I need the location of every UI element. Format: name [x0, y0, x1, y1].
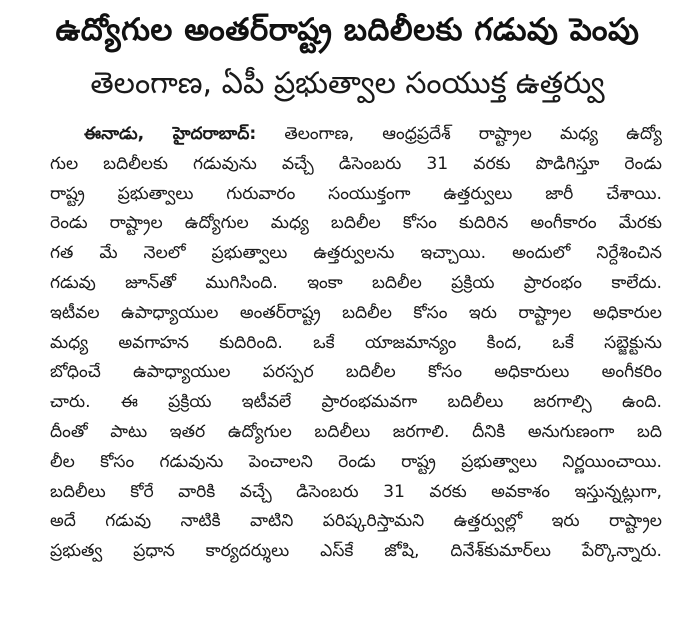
body-line: రాష్ట్ర ప్రభుత్వాలు గురువారం సంయుక్తంగా ఉత్తర్వులు జారీ చేశాయి.: [50, 183, 662, 204]
body-line: గుల బదిలీలకు గడువును వచ్చే డిసెంబరు 31 వరకు పొడిగిస్తూ రెండు: [50, 153, 662, 174]
body-line: బోధించే ఉపాధ్యాయుల పరస్పర బదిలీల కోసం అధికారులు అంగీకరిం: [50, 362, 662, 383]
body-line: ప్రభుత్వ ప్రధాన కార్యదర్శులు ఎస్‌కే జోషి, దినేశ్‌కుమార్‌లు పేర్కొన్నారు.: [50, 541, 662, 562]
body-line: అదే గడువు నాటికి వాటిని పరిష్కరిస్తామని ఉత్తర్వుల్లో ఇరు రాష్ట్రాల: [50, 511, 662, 532]
body-line: ఇటీవల ఉపాధ్యాయుల అంతర్‌రాష్ట్ర బదిలీల కోసం ఇరు రాష్ట్రాల అధికారుల: [50, 302, 662, 323]
dateline: ఈనాడు, హైదరాబాద్‌:: [84, 124, 257, 144]
body-line: చారు. ఈ ప్రక్రియ ఇటీవలే ప్రారంభమవగా బదిలీలు జరగాల్సి ఉంది.: [50, 392, 662, 413]
body-line: బదిలీలు కోరే వారికి వచ్చే డిసెంబరు 31 వరకు అవకాశం ఇస్తున్నట్లుగా,: [50, 481, 662, 502]
subheadline: తెలంగాణ, ఏపీ ప్రభుత్వాల సంయుక్త ఉత్తర్వు: [90, 66, 605, 101]
body-line: [50, 120, 662, 150]
body-line: గడువు జూన్‌తో ముగిసింది. ఇంకా బదిలీల ప్రక్రియ ప్రారంభం కాలేదు.: [50, 272, 662, 293]
body-line: మధ్య అవగాహన కుదిరింది. ఒకే యాజమాన్యం కింద, ఒకే సబ్జెక్టును: [50, 332, 662, 353]
body-line: గత మే నెలలో ప్రభుత్వాలు ఉత్తర్వులను ఇచ్చాయి. అందులో నిర్దేశించిన: [50, 243, 662, 264]
body-line-text: తెలంగాణ, ఆంధ్రప్రదేశ్‌ రాష్ట్రాల మధ్య ఉద్యో: [284, 124, 662, 144]
article-body: [50, 120, 662, 567]
body-line: లీల కోసం గడువును పెంచాలని రెండు రాష్ట్ర ప్రభుత్వాలు నిర్ణయించాయి.: [50, 451, 662, 472]
body-line: రెండు రాష్ట్రాల ఉద్యోగుల మధ్య బదిలీల కోసం కుదిరిన అంగీకారం మేరకు: [50, 213, 662, 234]
body-line: దీంతో పాటు ఇతర ఉద్యోగుల బదిలీలు జరగాలి. దీనికి అనుగుణంగా బది: [50, 421, 662, 442]
headline: ఉద్యోగుల అంతర్‌రాష్ట్ర బదిలీలకు గడువు పెంపు: [55, 12, 640, 48]
